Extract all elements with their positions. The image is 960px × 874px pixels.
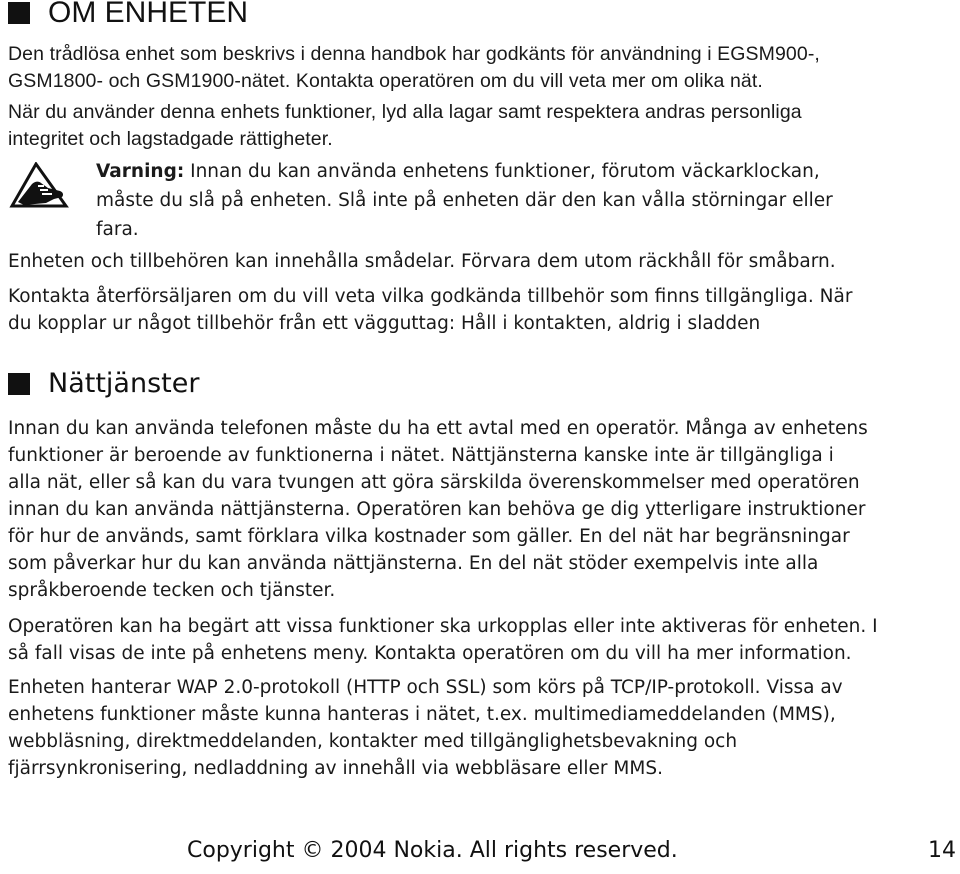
warning-label: Varning: — [96, 161, 185, 182]
paragraph-network-services — [8, 415, 958, 604]
section-heading-om-enheten — [8, 0, 248, 30]
page-number: 14 — [928, 838, 956, 863]
text-line: Kontakta återförsäljaren om du vill veta vilka godkända tillbehör som finns tillgängliga. När — [8, 286, 853, 307]
warning-line — [96, 157, 833, 186]
text-line: för hur de används, samt förklara vilka kostnader som gäller. En del nät har begränsningar — [8, 526, 850, 547]
paragraph-small-parts — [8, 248, 958, 275]
text-line: Den trådlösa enhet som beskrivs i denna handbok har godkänts för användning i EGSM900-, — [8, 43, 820, 65]
text-line: språkberoende tecken och tjänster. — [8, 580, 336, 601]
text-line: alla nät, eller så kan du vara tvungen att göra särskilda överenskommelser med operatören — [8, 472, 860, 493]
warning-hand-icon — [8, 162, 70, 210]
section-heading-nattjanster — [8, 368, 199, 399]
paragraph-accessories — [8, 283, 958, 337]
text-line: Innan du kan använda telefonen måste du ha ett avtal med en operatör. Många av enhetens — [8, 418, 868, 439]
heading-bullet-icon — [8, 373, 30, 395]
paragraph-laws — [8, 99, 958, 153]
text-line: innan du kan använda nättjänsterna. Operatören kan behöva ge dig ytterligare instruktioner — [8, 499, 866, 520]
text-line: Enheten hanterar WAP 2.0-protokoll (HTTP och SSL) som körs på TCP/IP-protokoll. Vissa av — [8, 677, 843, 698]
text-line: som påverkar hur du kan använda nättjänsterna. En del nät stöder exempelvis inte alla — [8, 553, 819, 574]
text-line: integritet och lagstadgade rättigheter. — [8, 128, 333, 150]
text-line: Operatören kan ha begärt att vissa funktioner ska urkopplas eller inte aktiveras för enheten. I — [8, 616, 878, 637]
heading-bullet-icon — [8, 2, 30, 24]
text-line: funktioner är beroende av funktionerna i nätet. Nättjänsterna kanske inte är tillgängliga i — [8, 445, 834, 466]
warning-text-line: fara. — [96, 219, 139, 240]
warning-text-line: Innan du kan använda enhetens funktioner, förutom väckarklockan, — [184, 161, 820, 182]
paragraph-approval — [8, 41, 958, 95]
warning-block — [8, 157, 958, 247]
text-line: enhetens funktioner måste kunna hanteras i nätet, t.ex. multimediameddelanden (MMS), — [8, 704, 836, 725]
text-line: webbläsning, direktmeddelanden, kontakter med tillgänglighetsbevakning och — [8, 731, 738, 752]
section-title: OM ENHETEN — [48, 0, 249, 29]
paragraph-wap — [8, 674, 958, 782]
section-title: Nättjänster — [48, 368, 200, 399]
text-line: GSM1800- och GSM1900-nätet. Kontakta operatören om du vill veta mer om olika nät. — [8, 70, 763, 92]
text-line: När du använder denna enhets funktioner, lyd alla lagar samt respektera andras personliga — [8, 101, 802, 123]
copyright-notice: Copyright © 2004 Nokia. All rights reserved. — [187, 838, 678, 863]
text-line: fjärrsynkronisering, nedladdning av innehåll via webbläsare eller MMS. — [8, 758, 663, 779]
text-line: så fall visas de inte på enhetens meny. Kontakta operatören om du vill ha mer information. — [8, 643, 852, 664]
text-line: du kopplar ur något tillbehör från ett vägguttag: Håll i kontakten, aldrig i sladden — [8, 313, 761, 334]
text-line: Enheten och tillbehören kan innehålla smådelar. Förvara dem utom räckhåll för småbarn. — [8, 251, 836, 272]
paragraph-operator-functions — [8, 613, 958, 667]
warning-text — [96, 157, 833, 244]
warning-text-line: måste du slå på enheten. Slå inte på enheten där den kan vålla störningar eller — [96, 190, 833, 211]
